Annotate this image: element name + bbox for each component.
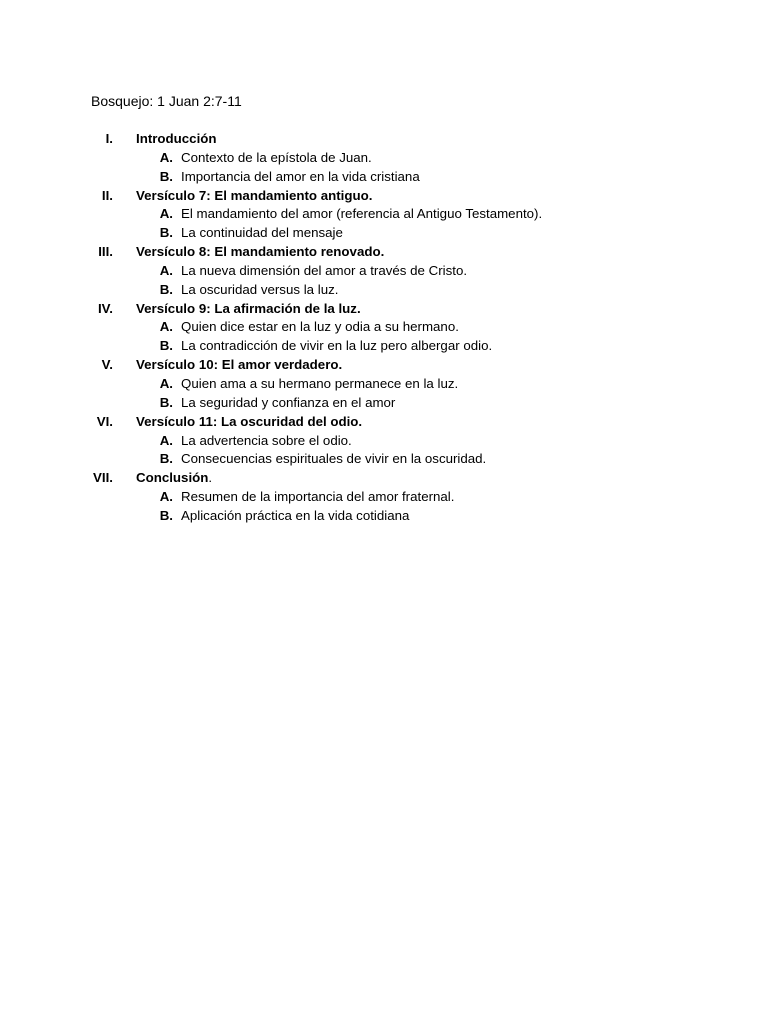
outline-section xyxy=(0,469,768,526)
section-heading-suffix: . xyxy=(208,470,213,486)
subpoint-item xyxy=(0,168,768,187)
section-heading xyxy=(136,300,361,319)
subpoint-letter: A. xyxy=(159,489,173,505)
section-heading-row xyxy=(0,356,768,375)
section-heading-row xyxy=(0,469,768,488)
subpoint-list xyxy=(0,488,768,526)
subpoint-letter: A. xyxy=(159,149,173,165)
section-numeral: VII. xyxy=(93,470,113,486)
section-heading-text: Versículo 11: La oscuridad del odio. xyxy=(136,413,363,429)
subpoint-list xyxy=(0,262,768,300)
subpoint-letter: A. xyxy=(159,375,173,391)
subpoint-item xyxy=(0,281,768,300)
subpoint-text: La contradicción de vivir en la luz pero albergar odio. xyxy=(181,338,493,354)
subpoint-list xyxy=(0,375,768,413)
section-heading-row xyxy=(0,413,768,432)
subpoint-letter: B. xyxy=(159,225,173,241)
section-numeral: I. xyxy=(105,131,113,146)
outline-section xyxy=(0,356,768,413)
subpoint-letter: A. xyxy=(159,206,173,222)
section-heading-text: Versículo 9: La afirmación de la luz. xyxy=(136,300,361,316)
subpoint-letter: B. xyxy=(159,451,173,467)
section-heading-text: Versículo 8: El mandamiento renovado. xyxy=(136,244,385,260)
subpoint-text: La nueva dimensión del amor a través de Cristo. xyxy=(181,262,468,278)
section-heading-text: Versículo 7: El mandamiento antiguo. xyxy=(136,187,373,203)
outline-list xyxy=(0,130,768,526)
subpoint-item xyxy=(0,375,768,394)
section-heading xyxy=(136,130,217,149)
subpoint-letter: A. xyxy=(159,319,173,335)
subpoint-item xyxy=(0,262,768,281)
document-title: Bosquejo: 1 Juan 2:7-11 xyxy=(91,93,242,109)
subpoint-item xyxy=(0,224,768,243)
subpoint-item xyxy=(0,318,768,337)
subpoint-item xyxy=(0,337,768,356)
subpoint-item xyxy=(0,205,768,224)
section-heading-row xyxy=(0,300,768,319)
subpoint-text: El mandamiento del amor (referencia al Antiguo Testamento). xyxy=(181,206,543,222)
subpoint-letter: A. xyxy=(159,432,173,448)
subpoint-item xyxy=(0,507,768,526)
outline-section xyxy=(0,413,768,470)
section-numeral: VI. xyxy=(96,413,113,429)
subpoint-list xyxy=(0,205,768,243)
subpoint-text: Contexto de la epístola de Juan. xyxy=(181,149,372,165)
section-numeral: IV. xyxy=(97,300,113,316)
subpoint-item xyxy=(0,149,768,168)
section-heading-row xyxy=(0,187,768,206)
section-heading-row xyxy=(0,130,768,149)
section-numeral: III. xyxy=(98,244,113,260)
subpoint-list xyxy=(0,318,768,356)
subpoint-text: Quien dice estar en la luz y odia a su hermano. xyxy=(181,319,459,335)
section-heading xyxy=(136,413,362,432)
subpoint-letter: B. xyxy=(159,281,173,297)
subpoint-text: La oscuridad versus la luz. xyxy=(181,281,339,297)
subpoint-letter: B. xyxy=(159,394,173,410)
subpoint-item xyxy=(0,432,768,451)
outline-section xyxy=(0,300,768,357)
subpoint-text: La continuidad del mensaje xyxy=(181,225,343,241)
subpoint-letter: B. xyxy=(159,507,173,523)
subpoint-letter: B. xyxy=(159,338,173,354)
outline-section xyxy=(0,187,768,244)
subpoint-text: La seguridad y confianza en el amor xyxy=(181,394,396,410)
subpoint-text: Resumen de la importancia del amor fraternal. xyxy=(181,489,455,505)
subpoint-text: La advertencia sobre el odio. xyxy=(181,432,352,448)
section-heading xyxy=(136,356,342,375)
section-heading-text: Conclusión xyxy=(136,470,209,486)
subpoint-text: Consecuencias espirituales de vivir en la oscuridad. xyxy=(181,451,487,467)
subpoint-item xyxy=(0,488,768,507)
section-heading-text: Versículo 10: El amor verdadero. xyxy=(136,357,343,373)
subpoint-list xyxy=(0,432,768,470)
section-heading-text: Introducción xyxy=(136,131,217,146)
outline-section xyxy=(0,243,768,300)
subpoint-letter: B. xyxy=(159,168,173,184)
section-heading xyxy=(136,243,384,262)
section-heading xyxy=(136,187,372,206)
subpoint-text: Importancia del amor en la vida cristiana xyxy=(181,168,420,184)
section-numeral: V. xyxy=(101,357,113,373)
subpoint-text: Quien ama a su hermano permanece en la luz. xyxy=(181,375,459,391)
outline-section xyxy=(0,130,768,187)
section-heading-row xyxy=(0,243,768,262)
section-numeral: II. xyxy=(101,187,113,203)
subpoint-list xyxy=(0,149,768,187)
subpoint-item xyxy=(0,394,768,413)
subpoint-letter: A. xyxy=(159,262,173,278)
section-heading xyxy=(136,469,212,488)
subpoint-item xyxy=(0,450,768,469)
subpoint-text: Aplicación práctica en la vida cotidiana xyxy=(181,507,410,523)
